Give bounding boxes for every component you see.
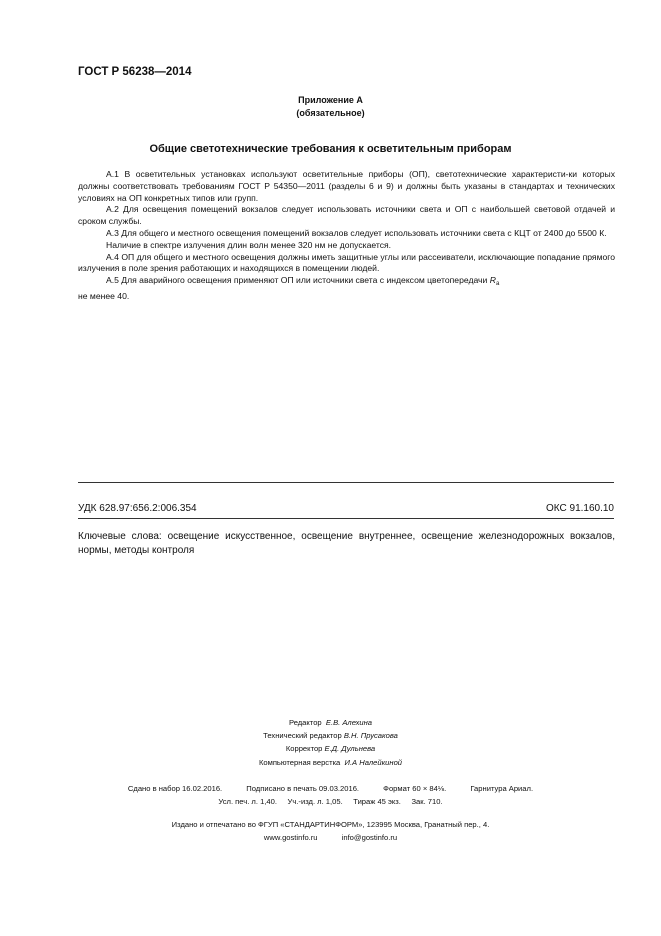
website-link[interactable]: www.gostinfo.ru (263, 833, 318, 843)
print-run: Тираж 45 экз. (353, 797, 401, 807)
oks-code: ОКС 91.160.10 (546, 503, 614, 514)
paragraph-a1: А.1 В осветительных установках используют осветительные приборы (ОП), светотехнические характеристи-ки которых должны соответствовать требованиям ГОСТ Р 54350—2011 (разделы 6 и 9) и должны быть указаны в стандартах и технических условиях на ОП конкретных типов или групп. (78, 169, 615, 203)
date-set: Сдано в набор 16.02.2016. (127, 784, 223, 793)
email-link[interactable]: info@gostinfo.ru (341, 833, 398, 843)
publishing-line-2 (0, 795, 661, 808)
udk-code: УДК 628.97:656.2:006.354 (78, 503, 197, 514)
publishing-info (0, 782, 661, 808)
edit-sheets: Уч.-изд. л. 1,05. (287, 797, 343, 807)
divider-bottom (78, 518, 614, 519)
cri-symbol: R (489, 275, 496, 286)
credit-name: Е.Д. Дульнева (324, 744, 376, 754)
credit-name: Е.В. Алехина (325, 718, 373, 727)
credit-proofreader (0, 742, 661, 755)
body-text (78, 169, 615, 303)
print-sheets: Усл. печ. л. 1,40. (218, 797, 277, 807)
paragraph-a5-text: А.5 Для аварийного освещения применяют ОП или источники света с индексом цветопередачи (106, 275, 488, 286)
credit-editor (0, 716, 661, 729)
imprint (0, 818, 661, 844)
imprint-contacts (0, 831, 661, 844)
typeface: Гарнитура Ариал. (470, 784, 534, 793)
paper-format: Формат 60 × 84⅛. (383, 784, 447, 793)
imprint-line: Издано и отпечатано во ФГУП «СТАНДАРТИНФОРМ», 123995 Москва, Гранатный пер., 4. (171, 820, 490, 829)
credit-name: В.Н. Прусакова (343, 731, 398, 741)
date-signed: Подписано в печать 09.03.2016. (246, 784, 360, 793)
credit-role: Корректор (285, 744, 323, 754)
order-number: Зак. 710. (411, 797, 443, 807)
credit-name: И.А Налейкиной (344, 757, 403, 767)
paragraph-a5-tail: не менее 40. (78, 290, 130, 301)
appendix-title: Общие светотехнические требования к осветительным приборам (149, 143, 512, 155)
appendix-status: (обязательное) (296, 108, 365, 118)
paragraph-a4: А.4 ОП для общего и местного освещения должны иметь защитные углы или рассеиватели, исключающие попадание прямого излучения в поле зрения работающих и находящихся в помещении людей. (78, 251, 615, 274)
paragraph-a2: А.2 Для освещения помещений вокзалов следует использовать источники света и ОП с наибольшей световой отдачей и сроком службы. (78, 204, 615, 227)
paragraph-a5 (78, 275, 615, 291)
credit-role: Компьютерная верстка (258, 757, 341, 767)
divider-top (78, 482, 614, 483)
credits-block (0, 716, 661, 769)
appendix-label: Приложение А (298, 95, 363, 105)
keywords: Ключевые слова: освещение искусственное, освещение внутреннее, освещение железнодорожных вокзалов, нормы, методы контроля (78, 531, 615, 556)
credit-layout (0, 756, 661, 769)
publishing-line-1 (0, 782, 661, 795)
cri-subscript: a (495, 281, 500, 288)
credit-role: Редактор (288, 718, 322, 727)
document-header: ГОСТ Р 56238—2014 (78, 66, 192, 78)
paragraph-a3: А.3 Для общего и местного освещения помещений вокзалов следует использовать источники света с КЦТ от 2400 до 5500 К. (106, 227, 607, 238)
credit-tech-editor (0, 729, 661, 742)
credit-role: Технический редактор (263, 731, 342, 741)
paragraph-a3-note: Наличие в спектре излучения длин волн менее 320 нм не допускается. (106, 239, 392, 250)
